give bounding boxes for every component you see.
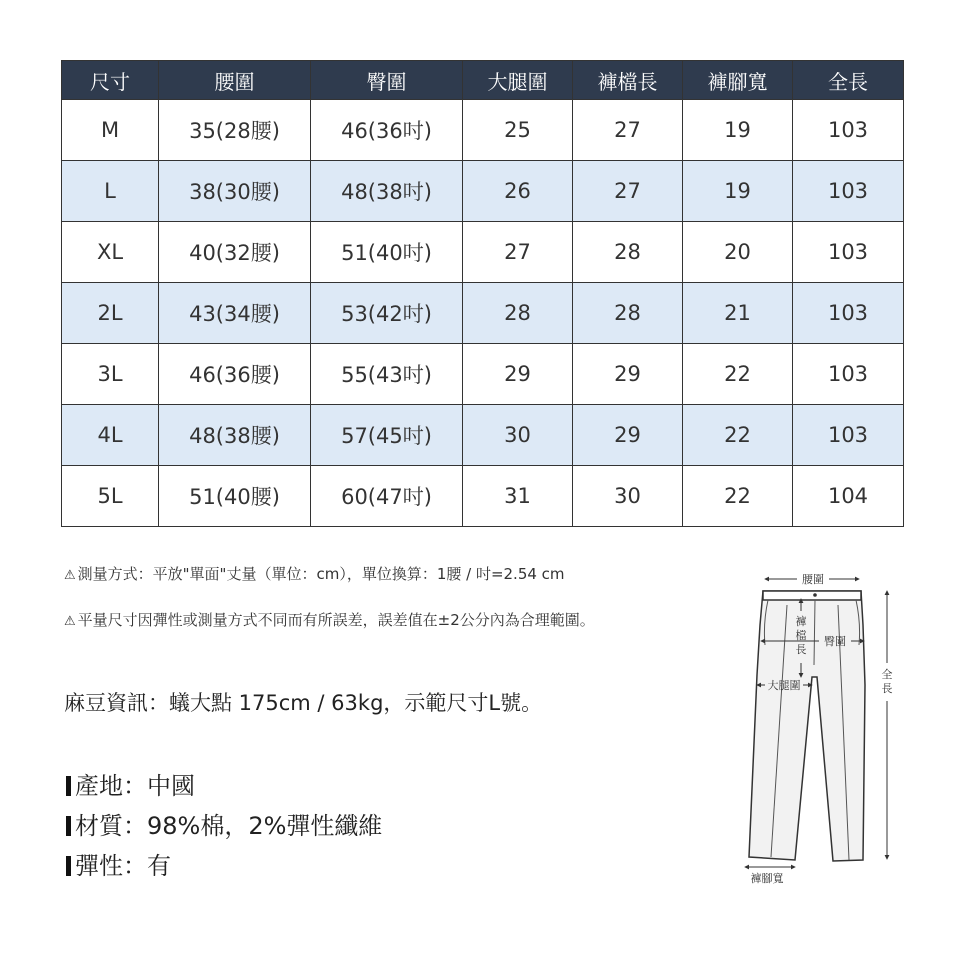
table-cell: 53(42吋) [311, 283, 463, 344]
table-cell: 22 [683, 344, 793, 405]
table-cell: 103 [793, 283, 904, 344]
table-cell: 103 [793, 161, 904, 222]
spec-origin-text: 產地：中國 [75, 772, 195, 800]
table-cell: 57(45吋) [311, 405, 463, 466]
warning-icon: ⚠ [64, 614, 76, 629]
table-cell: 29 [573, 344, 683, 405]
rise-label-char: 褲 [795, 615, 807, 628]
table-cell: 5L [62, 466, 159, 527]
table-cell: 25 [463, 100, 573, 161]
table-cell: M [62, 100, 159, 161]
bullet-bar [66, 816, 71, 836]
table-cell: 26 [463, 161, 573, 222]
table-row [62, 283, 904, 344]
pants-measurement-diagram [735, 565, 905, 890]
table-cell: L [62, 161, 159, 222]
table-cell: 103 [793, 405, 904, 466]
table-cell: XL [62, 222, 159, 283]
table-cell: 4L [62, 405, 159, 466]
table-cell: 21 [683, 283, 793, 344]
table-cell: 27 [463, 222, 573, 283]
table-cell: 55(43吋) [311, 344, 463, 405]
table-cell: 28 [573, 222, 683, 283]
table-cell: 48(38吋) [311, 161, 463, 222]
table-cell: 29 [573, 405, 683, 466]
table-row [62, 466, 904, 527]
table-cell: 51(40腰) [159, 466, 311, 527]
tolerance-text: 平量尺寸因彈性或測量方式不同而有所誤差，誤差值在±2公分內為合理範圍。 [77, 611, 595, 629]
measure-method-text: 測量方式：平放"單面"丈量（單位：cm），單位換算：1腰 / 吋=2.54 cm [77, 565, 565, 583]
table-cell: 48(38腰) [159, 405, 311, 466]
length-label-char: 全 [881, 668, 893, 681]
rise-label-char: 檔 [795, 629, 807, 642]
table-cell: 28 [573, 283, 683, 344]
table-cell: 30 [573, 466, 683, 527]
table-cell: 29 [463, 344, 573, 405]
hip-label: 臀圍 [824, 635, 846, 648]
table-cell: 38(30腰) [159, 161, 311, 222]
table-cell: 51(40吋) [311, 222, 463, 283]
header-waist: 腰圍 [159, 61, 311, 100]
table-cell: 103 [793, 100, 904, 161]
table-cell: 46(36腰) [159, 344, 311, 405]
header-thigh: 大腿圍 [463, 61, 573, 100]
table-row [62, 161, 904, 222]
length-label-char: 長 [881, 682, 893, 695]
table-cell: 103 [793, 222, 904, 283]
table-row [62, 405, 904, 466]
table-cell: 40(32腰) [159, 222, 311, 283]
table-cell: 103 [793, 344, 904, 405]
header-rise: 褲檔長 [573, 61, 683, 100]
table-cell: 27 [573, 100, 683, 161]
waist-label: 腰圍 [802, 573, 824, 586]
table-cell: 22 [683, 405, 793, 466]
table-cell: 19 [683, 161, 793, 222]
bullet-bar [66, 776, 71, 796]
spec-elasticity [66, 846, 171, 881]
header-length: 全長 [793, 61, 904, 100]
button-icon [813, 593, 817, 597]
table-cell: 27 [573, 161, 683, 222]
table-cell: 2L [62, 283, 159, 344]
header-size: 尺寸 [62, 61, 159, 100]
table-cell: 60(47吋) [311, 466, 463, 527]
table-cell: 46(36吋) [311, 100, 463, 161]
table-cell: 3L [62, 344, 159, 405]
table-row [62, 344, 904, 405]
warning-icon: ⚠ [64, 568, 76, 583]
table-cell: 35(28腰) [159, 100, 311, 161]
spec-origin [66, 766, 195, 801]
table-cell: 104 [793, 466, 904, 527]
spec-material [66, 806, 382, 841]
table-cell: 22 [683, 466, 793, 527]
model-info: 麻豆資訊：蟻大點 175cm / 63kg，示範尺寸L號。 [64, 691, 543, 715]
spec-elasticity-text: 彈性：有 [75, 852, 171, 880]
waistband [763, 591, 861, 600]
header-hem: 褲腳寬 [683, 61, 793, 100]
spec-material-text: 材質：98%棉，2%彈性纖維 [75, 812, 383, 840]
thigh-label: 大腿圍 [767, 679, 801, 692]
table-cell: 30 [463, 405, 573, 466]
table-cell: 20 [683, 222, 793, 283]
table-row [62, 100, 904, 161]
size-table [61, 60, 904, 527]
hem-label: 褲腳寬 [750, 872, 784, 885]
tolerance-note [64, 609, 595, 630]
table-cell: 31 [463, 466, 573, 527]
measure-method-note [64, 563, 565, 584]
table-header-row [62, 61, 904, 100]
bullet-bar [66, 856, 71, 876]
table-cell: 43(34腰) [159, 283, 311, 344]
header-hip: 臀圍 [311, 61, 463, 100]
table-row [62, 222, 904, 283]
rise-label-char: 長 [795, 643, 807, 656]
table-cell: 19 [683, 100, 793, 161]
table-cell: 28 [463, 283, 573, 344]
